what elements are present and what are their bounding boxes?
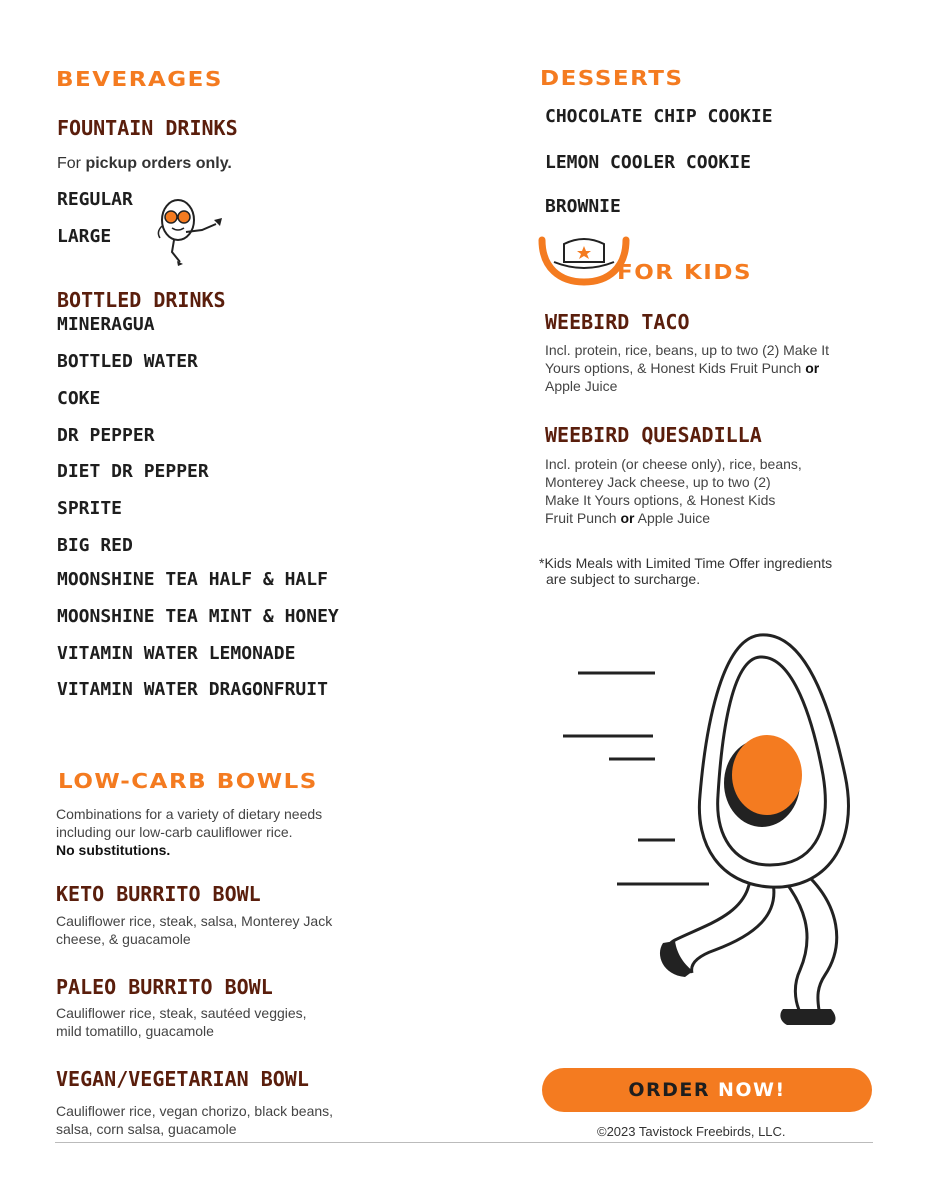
keto-bowl-desc: Cauliflower rice, steak, salsa, Monterey Jack cheese, & guacamole: [56, 913, 333, 947]
bottled-item: DIET DR PEPPER: [57, 461, 209, 482]
paleo-bowl-desc: Cauliflower rice, steak, sautéed veggies, mild tomatillo, guacamole: [56, 1005, 307, 1039]
fountain-drinks-title: FOUNTAIN DRINKS: [57, 116, 238, 140]
bottled-item: DR PEPPER: [57, 425, 155, 446]
bottled-item: MOONSHINE TEA MINT & HONEY: [57, 606, 339, 627]
weebird-taco-desc: Incl. protein, rice, beans, up to two (2) Make It Yours options, & Honest Kids Fruit Punch or Apple Juice: [545, 342, 830, 394]
bottled-item: BIG RED: [57, 535, 133, 556]
beverages-title: BEVERAGES: [56, 68, 223, 92]
sunglasses-egg-mascot-icon: [150, 190, 230, 268]
running-avocado-mascot-icon: [555, 625, 865, 1035]
bottled-item: MOONSHINE TEA HALF & HALF: [57, 569, 328, 590]
keto-bowl-title: KETO BURRITO BOWL: [56, 882, 261, 906]
kids-title: FOR KIDS: [617, 261, 753, 285]
footer-divider: [55, 1142, 873, 1143]
weebird-quesadilla-title: WEEBIRD QUESADILLA: [545, 423, 762, 447]
bottled-item: COKE: [57, 388, 101, 409]
order-now-word1: ORDER: [628, 1079, 710, 1101]
order-now-word2: NOW!: [717, 1079, 786, 1101]
dessert-item: CHOCOLATE CHIP COOKIE: [545, 106, 773, 127]
bottled-drinks-title: BOTTLED DRINKS: [57, 288, 226, 312]
paleo-bowl-title: PALEO BURRITO BOWL: [56, 975, 273, 999]
vegan-bowl-desc: Cauliflower rice, vegan chorizo, black beans, salsa, corn salsa, guacamole: [56, 1103, 334, 1137]
weebird-taco-title: WEEBIRD TACO: [545, 310, 690, 334]
bottled-item: VITAMIN WATER LEMONADE: [57, 643, 296, 664]
dessert-item: LEMON COOLER COOKIE: [545, 152, 751, 173]
bottled-item: MINERAGUA: [57, 314, 155, 335]
fountain-note: For pickup orders only.: [57, 155, 232, 172]
bottled-item: SPRITE: [57, 498, 123, 519]
fountain-item-large: LARGE: [57, 226, 112, 247]
order-now-button[interactable]: [542, 1068, 872, 1112]
bottled-item: BOTTLED WATER: [57, 351, 198, 372]
lowcarb-intro: Combinations for a variety of dietary needs including our low-carb cauliflower rice. No substitutions.: [56, 806, 323, 858]
copyright: ©2023 Tavistock Freebirds, LLC.: [597, 1124, 786, 1139]
fountain-item-regular: REGULAR: [57, 189, 133, 210]
vegan-bowl-title: VEGAN/VEGETARIAN BOWL: [56, 1067, 309, 1091]
lowcarb-title: LOW-CARB BOWLS: [58, 770, 318, 794]
dessert-item: BROWNIE: [545, 196, 621, 217]
kids-footnote: *Kids Meals with Limited Time Offer ingredients are subject to surcharge.: [539, 555, 833, 587]
bottled-item: VITAMIN WATER DRAGONFRUIT: [57, 679, 328, 700]
desserts-title: DESSERTS: [540, 67, 684, 91]
weebird-quesadilla-desc: Incl. protein (or cheese only), rice, beans, Monterey Jack cheese, up to two (2) Make It Yours options, & Honest Kids Fruit Punch or Apple Juice: [545, 456, 802, 526]
